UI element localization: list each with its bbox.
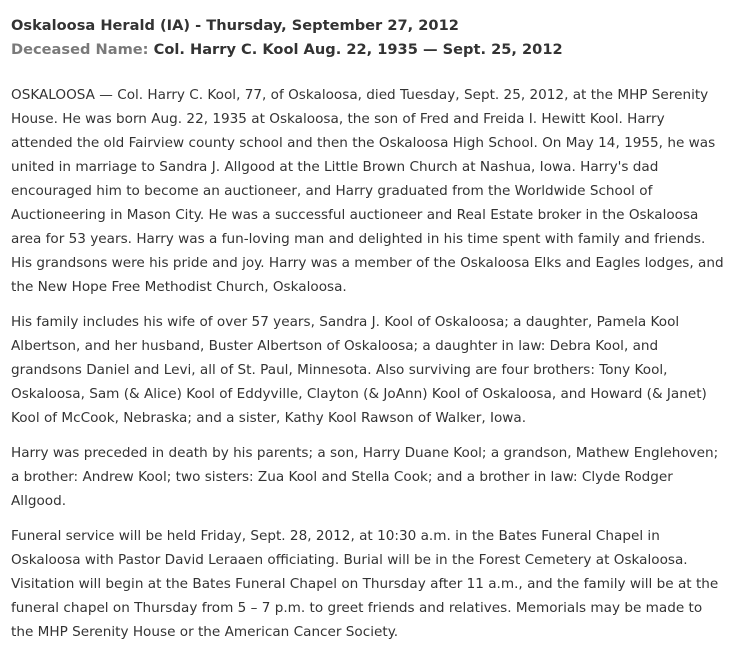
- publication-date: Thursday, September 27, 2012: [206, 17, 459, 34]
- paragraph-funeral-service: Funeral service will be held Friday, Sept. 28, 2012, at 10:30 a.m. in the Bates Funeral Chapel in Oskaloosa with Pastor David Leraaen officiating. Burial will be in the Forest Cemetery at Oskaloosa. Visitation will begin at the Bates Funeral Chapel on Thursday after 11 a.m., and the family will be at the funeral chapel on Thursday from 5 – 7 p.m. to greet friends and relatives. Memorials may be made to the MHP Serenity House or the American Cancer Society.: [11, 528, 719, 640]
- obituary-header: [11, 14, 726, 62]
- obituary-body: [11, 83, 726, 644]
- paragraph-survivors: His family includes his wife of over 57 years, Sandra J. Kool of Oskaloosa; a daughter, Pamela Kool Albertson, and her husband, Buster Albertson of Oskaloosa; a daughter in law: Debra Kool, and grandsons Daniel and Levi, all of St. Paul, Minnesota. Also surviving are four brothers: Tony Kool, Oskaloosa, Sam (& Alice) Kool of Eddyville, Clayton (& JoAnn) Kool of Oskaloosa, and Howard (& Janet) Kool of McCook, Nebraska; and a sister, Kathy Kool Rawson of Walker, Iowa.: [11, 314, 707, 426]
- source-date-line: [11, 14, 726, 38]
- newspaper-source: Oskaloosa Herald (IA): [11, 17, 191, 34]
- source-separator: -: [190, 17, 207, 34]
- deceased-name-line: [11, 38, 726, 62]
- deceased-name-label: Deceased Name:: [11, 41, 149, 58]
- deceased-name-value: Col. Harry C. Kool Aug. 22, 1935 — Sept. 25, 2012: [153, 41, 563, 58]
- paragraph-biography: OSKALOOSA — Col. Harry C. Kool, 77, of Oskaloosa, died Tuesday, Sept. 25, 2012, at the MHP Serenity House. He was born Aug. 22, 1935 at Oskaloosa, the son of Fred and Freida I. Hewitt Kool. Harry attended the old Fairview county school and then the Oskaloosa High School. On May 14, 1955, he was united in marriage to Sandra J. Allgood at the Little Brown Church at Nashua, Iowa. Harry's dad encouraged him to become an auctioneer, and Harry graduated from the Worldwide School of Auctioneering in Mason City. He was a successful auctioneer and Real Estate broker in the Oskaloosa area for 53 years. Harry was a fun-loving man and delighted in his time spent with family and friends. His grandsons were his pride and joy. Harry was a member of the Oskaloosa Elks and Eagles lodges, and the New Hope Free Methodist Church, Oskaloosa.: [11, 87, 724, 295]
- paragraph-preceded-in-death: Harry was preceded in death by his parents; a son, Harry Duane Kool; a grandson, Mathew Englehoven; a brother: Andrew Kool; two sisters: Zua Kool and Stella Cook; and a brother in law: Clyde Rodger Allgood.: [11, 445, 719, 509]
